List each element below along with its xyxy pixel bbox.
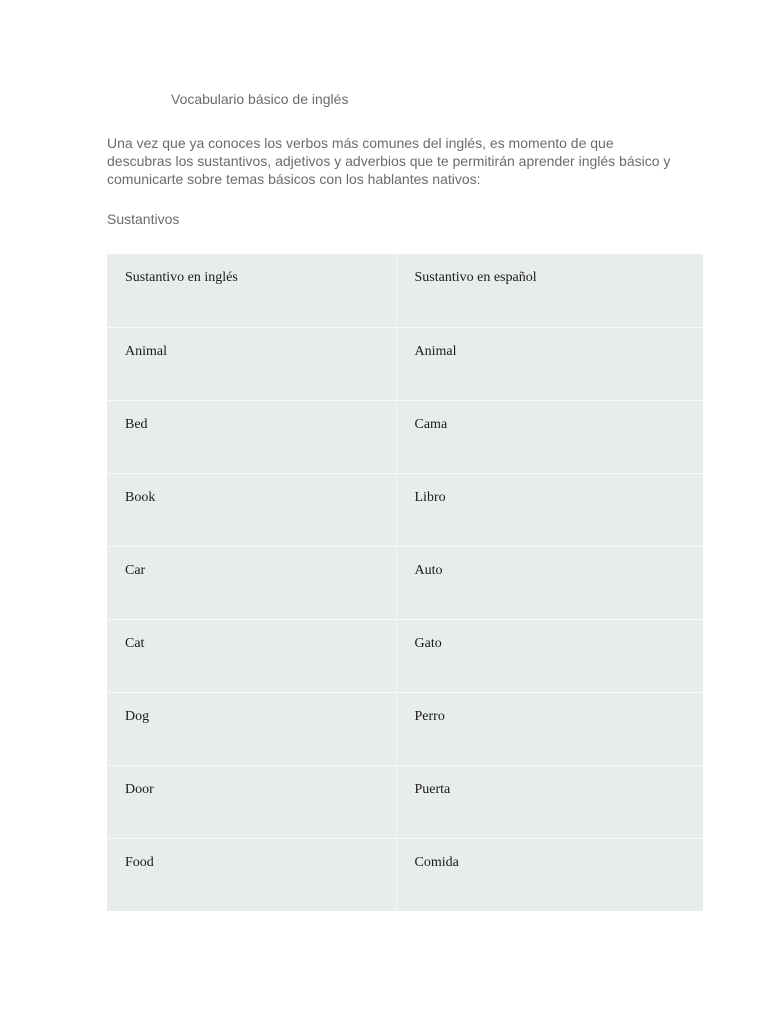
- spanish-noun-cell: Cama: [396, 400, 703, 473]
- spanish-noun-cell: Auto: [396, 546, 703, 619]
- spanish-noun-cell: Comida: [396, 838, 703, 911]
- header-spanish-noun: Sustantivo en español: [396, 254, 703, 327]
- table-row: [107, 546, 703, 619]
- table-row: [107, 765, 703, 838]
- english-noun-cell: Car: [107, 546, 396, 619]
- table-row: [107, 327, 703, 400]
- spanish-noun-cell: Libro: [396, 473, 703, 546]
- english-noun-cell: Animal: [107, 327, 396, 400]
- table-row: [107, 400, 703, 473]
- header-english-noun: Sustantivo en inglés: [107, 254, 396, 327]
- english-noun-cell: Bed: [107, 400, 396, 473]
- intro-paragraph: Una vez que ya conoces los verbos más comunes del inglés, es momento de que descubras los sustantivos, adjetivos y adverbios que te permitirán aprender inglés básico y comunicarte sobre temas básicos con los hablantes nativos:: [107, 135, 671, 187]
- spanish-noun-cell: Puerta: [396, 765, 703, 838]
- english-noun-cell: Door: [107, 765, 396, 838]
- table-row: [107, 692, 703, 765]
- spanish-noun-cell: Gato: [396, 619, 703, 692]
- spanish-noun-cell: Animal: [396, 327, 703, 400]
- document-title: Vocabulario básico de inglés: [171, 91, 349, 107]
- table-header-row: [107, 254, 703, 327]
- table-row: [107, 838, 703, 911]
- english-noun-cell: Book: [107, 473, 396, 546]
- english-noun-cell: Cat: [107, 619, 396, 692]
- english-noun-cell: Dog: [107, 692, 396, 765]
- spanish-noun-cell: Perro: [396, 692, 703, 765]
- english-noun-cell: Food: [107, 838, 396, 911]
- table-row: [107, 473, 703, 546]
- section-heading-sustantivos: Sustantivos: [107, 211, 180, 227]
- table-row: [107, 619, 703, 692]
- vocabulary-table: [107, 254, 703, 911]
